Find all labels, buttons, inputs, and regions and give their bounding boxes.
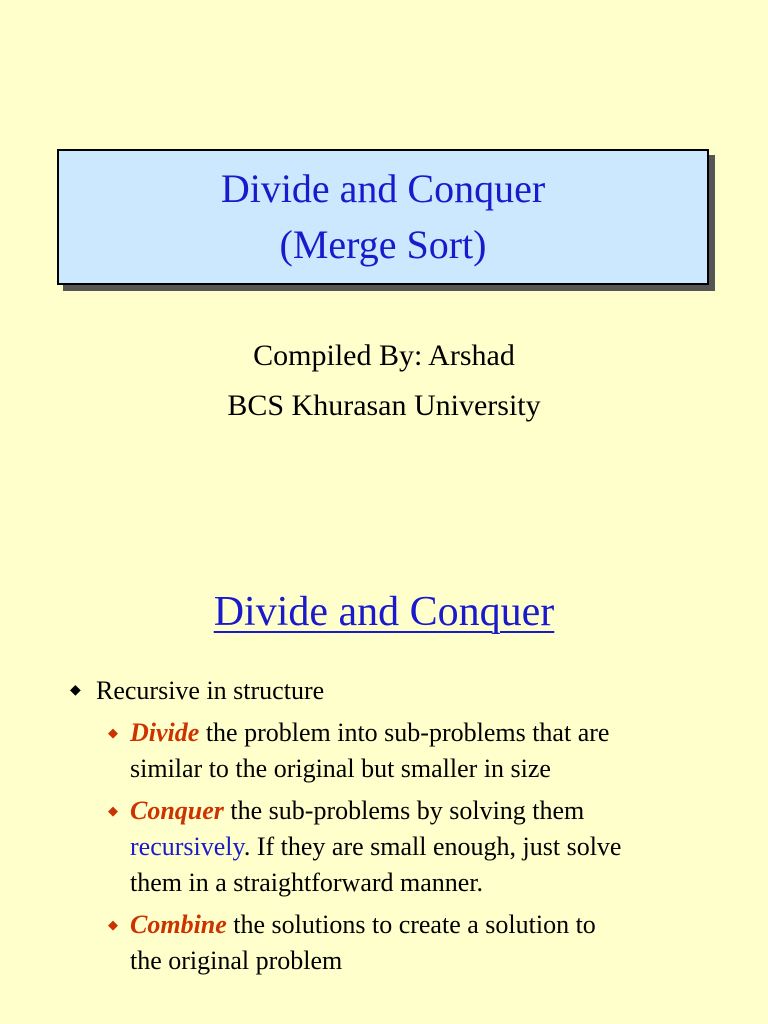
sub-bullet-combine bbox=[70, 907, 730, 979]
conquer-text-line-1: the sub-problems by solving them bbox=[223, 796, 585, 825]
title-box bbox=[57, 149, 709, 285]
conquer-text-line-2: . If they are small enough, just solve bbox=[243, 832, 622, 861]
diamond-bullet-icon: ◆ bbox=[108, 725, 118, 740]
combine-text-line-1: the solutions to create a solution to bbox=[226, 910, 596, 939]
author-block bbox=[0, 331, 768, 431]
keyword-combine: Combine bbox=[130, 910, 227, 939]
diamond-bullet-icon: ◆ bbox=[108, 803, 118, 818]
bullet-list bbox=[70, 673, 730, 979]
section-heading-text: Divide and Conquer bbox=[213, 589, 555, 635]
diamond-bullet-icon: ◆ bbox=[70, 683, 81, 698]
author-name: Compiled By: Arshad bbox=[253, 339, 515, 372]
section-heading bbox=[0, 588, 768, 636]
conquer-text-line-3: them in a straightforward manner. bbox=[130, 868, 484, 897]
diamond-bullet-icon: ◆ bbox=[108, 917, 118, 932]
bullet-main bbox=[70, 673, 730, 709]
slide-title-line-1: Divide and Conquer bbox=[220, 166, 546, 211]
divide-text-line-1: the problem into sub-problems that are bbox=[199, 718, 610, 747]
keyword-conquer: Conquer bbox=[130, 796, 224, 825]
combine-text-line-2: the original problem bbox=[130, 946, 343, 975]
sub-bullet-divide bbox=[70, 715, 730, 787]
keyword-divide: Divide bbox=[130, 718, 200, 747]
author-institution: BCS Khurasan University bbox=[227, 389, 541, 422]
divide-text-line-2: similar to the original but smaller in size bbox=[130, 754, 551, 783]
keyword-recursively: recursively bbox=[130, 832, 244, 861]
slide-title-line-2: (Merge Sort) bbox=[279, 222, 487, 267]
bullet-main-text: Recursive in structure bbox=[96, 676, 325, 705]
sub-bullet-conquer bbox=[70, 793, 730, 901]
